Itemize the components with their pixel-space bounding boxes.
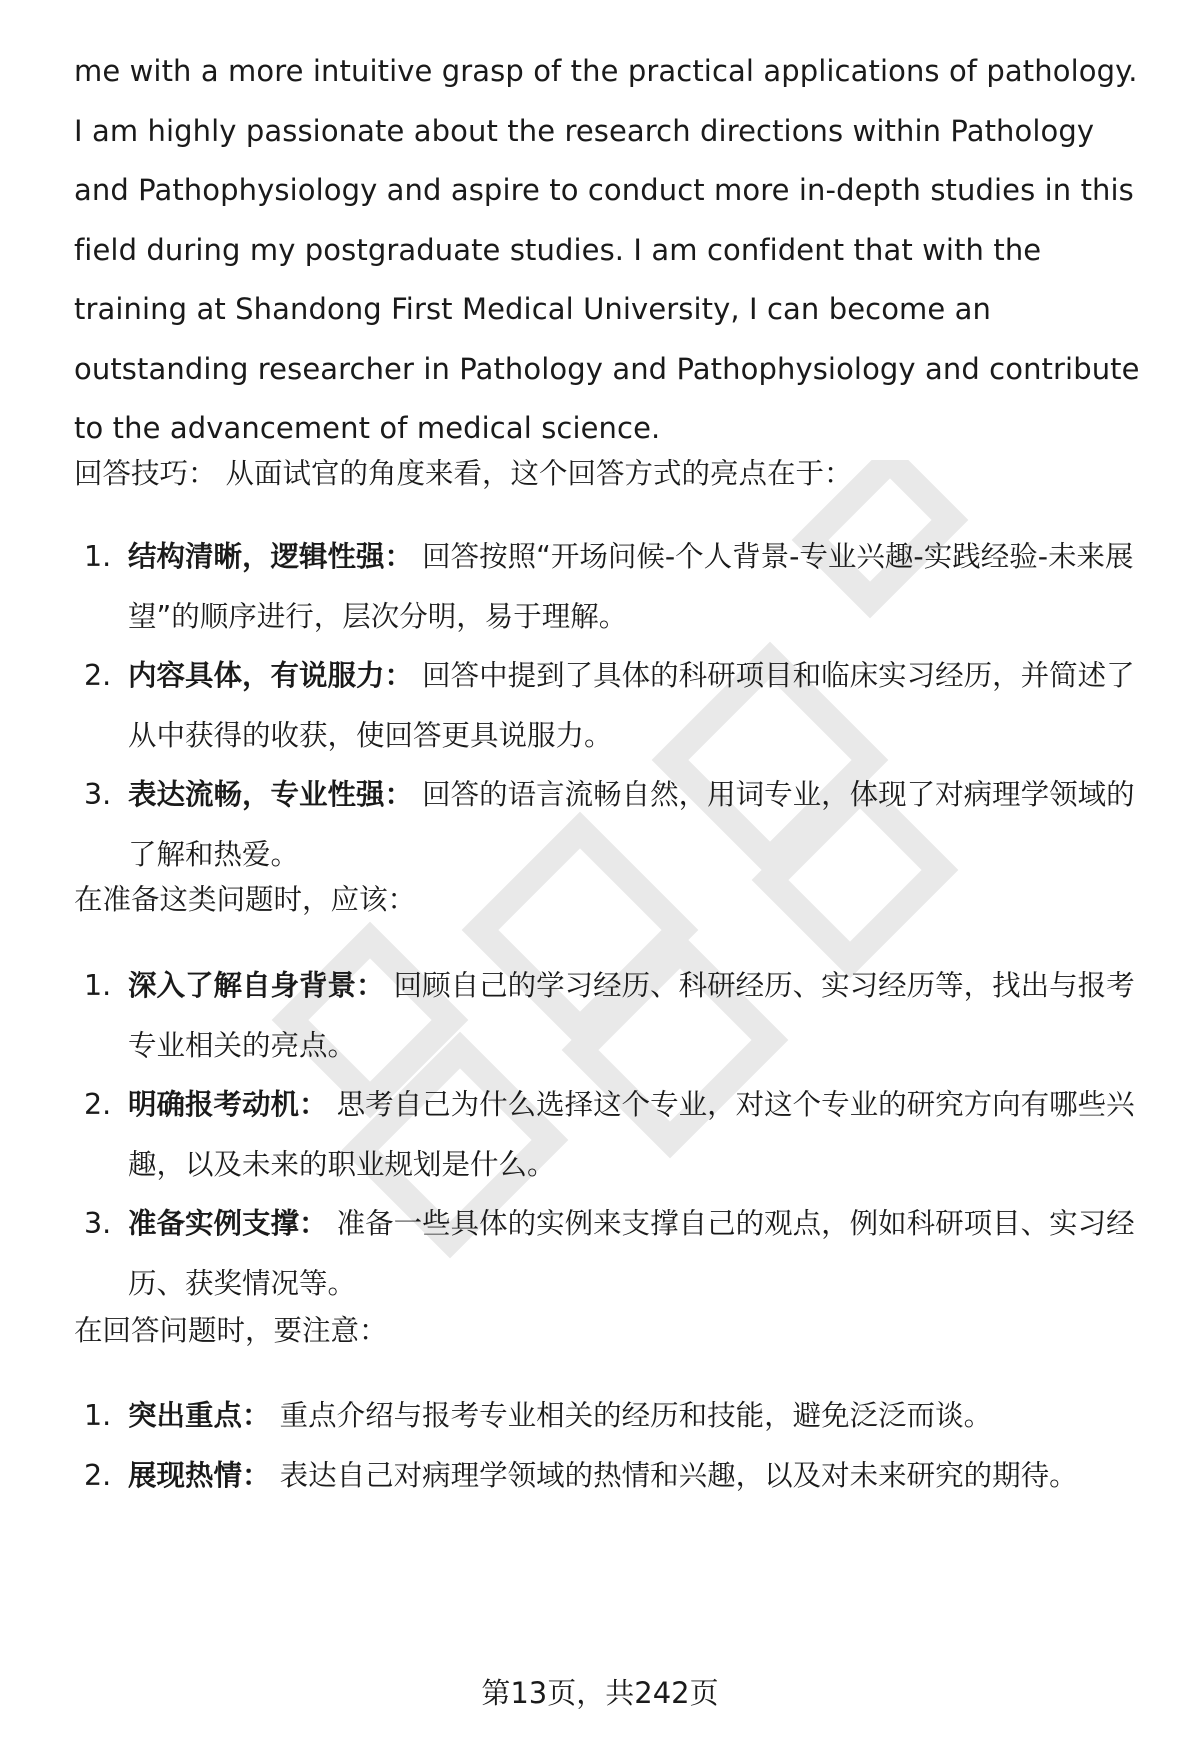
list-item xyxy=(84,1194,1154,1313)
item-text: 回顾自己的学习经历、科研经历、实习经历等，找出与报考专业相关的亮点。 xyxy=(128,969,1135,1062)
item-lead: 展现热情： xyxy=(128,1458,271,1492)
item-lead: 内容具体，有说服力： xyxy=(128,659,414,692)
item-text: 回答按照“开场问候-个人背景-专业兴趣-实践经验-未来展望”的顺序进行，层次分明，易于理解。 xyxy=(128,540,1134,633)
item-lead: 明确报考动机： xyxy=(128,1088,328,1121)
item-text: 回答的语言流畅自然，用词专业，体现了对病理学领域的了解和热爱。 xyxy=(128,778,1135,871)
item-lead: 突出重点： xyxy=(128,1399,271,1432)
item-number: 1. xyxy=(84,540,112,573)
prepare-list xyxy=(84,956,1154,1313)
answer-label: 在回答问题时，要注意： xyxy=(74,1314,388,1347)
intro-paragraph: me with a more intuitive grasp of the practical applications of pathology. I am highly passionate about the research directions within Pathology and Pathophysiology and aspire to conduct more in-depth studies in this field during my postgraduate studies. I am confident that with the training at Shandong First Medical University, I can become an outstanding researcher in Pathology and Pathophysiology and contribute to the advancement of medical science. xyxy=(74,54,1140,445)
item-number: 2. xyxy=(84,1458,112,1492)
list-item xyxy=(84,765,1154,884)
item-number: 3. xyxy=(84,778,112,811)
item-number: 1. xyxy=(84,969,112,1002)
item-number: 2. xyxy=(84,659,112,692)
tips-label: 回答技巧： 从面试官的角度来看，这个回答方式的亮点在于： xyxy=(74,457,853,490)
list-item xyxy=(84,1386,1154,1446)
list-item xyxy=(84,956,1154,1075)
item-lead: 表达流畅，专业性强： xyxy=(128,778,414,811)
intro-block xyxy=(74,42,1154,459)
answer-list xyxy=(84,1386,1154,1505)
item-lead: 准备实例支撑： xyxy=(128,1207,328,1240)
item-number: 3. xyxy=(84,1207,112,1240)
item-number: 2. xyxy=(84,1088,112,1121)
item-text: 表达自己对病理学领域的热情和兴趣，以及对未来研究的期待。 xyxy=(279,1458,1078,1492)
item-lead: 结构清晰，逻辑性强： xyxy=(128,540,414,573)
item-text: 思考自己为什么选择这个专业，对这个专业的研究方向有哪些兴趣，以及未来的职业规划是什么。 xyxy=(128,1088,1135,1181)
list-item xyxy=(84,1446,1154,1506)
list-item xyxy=(84,646,1154,765)
prepare-label: 在准备这类问题时，应该： xyxy=(74,883,417,916)
page-footer: 第13页，共242页 xyxy=(481,1676,719,1710)
list-item xyxy=(84,527,1154,646)
item-text: 重点介绍与报考专业相关的经历和技能，避免泛泛而谈。 xyxy=(279,1399,993,1432)
item-text: 回答中提到了具体的科研项目和临床实习经历，并简述了从中获得的收获，使回答更具说服力。 xyxy=(128,659,1135,752)
item-number: 1. xyxy=(84,1399,112,1432)
item-text: 准备一些具体的实例来支撑自己的观点，例如科研项目、实习经历、获奖情况等。 xyxy=(128,1207,1135,1300)
list-item xyxy=(84,1075,1154,1194)
item-lead: 深入了解自身背景： xyxy=(128,969,385,1002)
tips-list xyxy=(84,527,1154,884)
